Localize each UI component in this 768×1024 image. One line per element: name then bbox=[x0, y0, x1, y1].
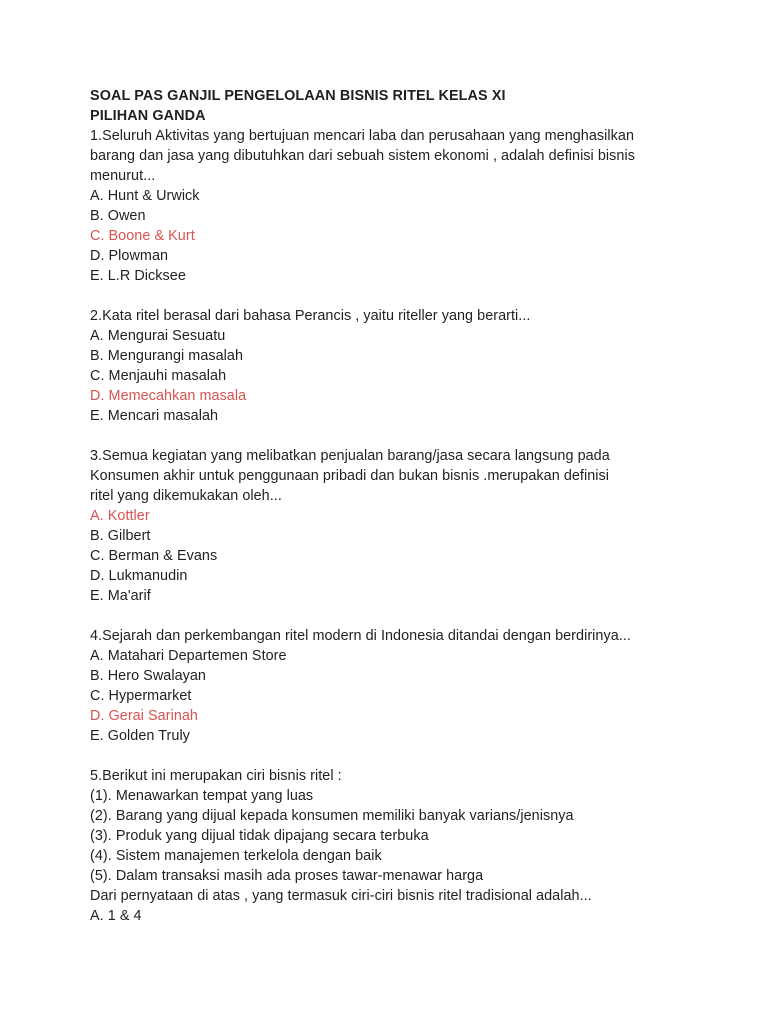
answer-option-a[interactable]: A. Kottler bbox=[90, 508, 150, 524]
question-closing-line: Dari pernyataan di atas , yang termasuk ciri-ciri bisnis ritel tradisional adalah... bbox=[90, 888, 592, 904]
answer-option-c[interactable]: C. Menjauhi masalah bbox=[90, 368, 227, 384]
question-block-3 bbox=[90, 446, 672, 606]
block-spacer bbox=[90, 426, 672, 446]
answer-option-e[interactable]: E. Mencari masalah bbox=[90, 408, 219, 424]
answer-option-a[interactable]: A. Hunt & Urwick bbox=[90, 188, 200, 204]
question-block-1 bbox=[90, 126, 672, 286]
answer-option-d[interactable]: D. Plowman bbox=[90, 248, 169, 264]
answer-option-a[interactable]: A. 1 & 4 bbox=[90, 908, 142, 924]
answer-option-e[interactable]: E. Ma'arif bbox=[90, 588, 151, 604]
answer-option-b[interactable]: B. Mengurangi masalah bbox=[90, 348, 244, 364]
answer-option-c[interactable]: C. Hypermarket bbox=[90, 688, 192, 704]
section-heading: PILIHAN GANDA bbox=[90, 108, 206, 124]
question-stem-line: 1.Seluruh Aktivitas yang bertujuan mencari laba dan perusahaan yang menghasilkan bbox=[90, 128, 634, 144]
answer-option-b[interactable]: B. Gilbert bbox=[90, 528, 151, 544]
question-stem-line: Konsumen akhir untuk penggunaan pribadi dan bukan bisnis .merupakan definisi bbox=[90, 468, 610, 484]
answer-option-c[interactable]: C. Boone & Kurt bbox=[90, 228, 195, 244]
block-spacer bbox=[90, 286, 672, 306]
answer-option-e[interactable]: E. L.R Dicksee bbox=[90, 268, 186, 284]
question-sub-item: (3). Produk yang dijual tidak dipajang secara terbuka bbox=[90, 828, 429, 844]
page-title: SOAL PAS GANJIL PENGELOLAAN BISNIS RITEL KELAS XI bbox=[90, 88, 506, 104]
answer-option-d[interactable]: D. Lukmanudin bbox=[90, 568, 188, 584]
question-sub-item: (4). Sistem manajemen terkelola dengan baik bbox=[90, 848, 382, 864]
answer-option-d[interactable]: D. Memecahkan masala bbox=[90, 388, 247, 404]
answer-option-a[interactable]: A. Matahari Departemen Store bbox=[90, 648, 287, 664]
question-stem-line: barang dan jasa yang dibutuhkan dari sebuah sistem ekonomi , adalah definisi bisnis bbox=[90, 148, 635, 164]
question-stem-line: ritel yang dikemukakan oleh... bbox=[90, 488, 282, 504]
answer-option-b[interactable]: B. Hero Swalayan bbox=[90, 668, 206, 684]
question-sub-item: (5). Dalam transaksi masih ada proses tawar-menawar harga bbox=[90, 868, 484, 884]
block-spacer bbox=[90, 746, 672, 766]
block-spacer bbox=[90, 606, 672, 626]
question-sub-item: (1). Menawarkan tempat yang luas bbox=[90, 788, 314, 804]
question-sub-item: (2). Barang yang dijual kepada konsumen memiliki banyak varians/jenisnya bbox=[90, 808, 574, 824]
answer-option-b[interactable]: B. Owen bbox=[90, 208, 146, 224]
question-stem-line: 4.Sejarah dan perkembangan ritel modern di Indonesia ditandai dengan berdirinya... bbox=[90, 628, 631, 644]
question-block-5 bbox=[90, 766, 672, 926]
question-block-2 bbox=[90, 306, 672, 426]
question-block-4 bbox=[90, 626, 672, 746]
answer-option-e[interactable]: E. Golden Truly bbox=[90, 728, 190, 744]
answer-option-c[interactable]: C. Berman & Evans bbox=[90, 548, 218, 564]
question-stem-line: 2.Kata ritel berasal dari bahasa Perancis , yaitu riteller yang berarti... bbox=[90, 308, 531, 324]
answer-option-a[interactable]: A. Mengurai Sesuatu bbox=[90, 328, 226, 344]
question-stem-line: 5.Berikut ini merupakan ciri bisnis ritel : bbox=[90, 768, 342, 784]
question-stem-line: 3.Semua kegiatan yang melibatkan penjualan barang/jasa secara langsung pada bbox=[90, 448, 610, 464]
answer-option-d[interactable]: D. Gerai Sarinah bbox=[90, 708, 198, 724]
question-stem-line: menurut... bbox=[90, 168, 156, 184]
